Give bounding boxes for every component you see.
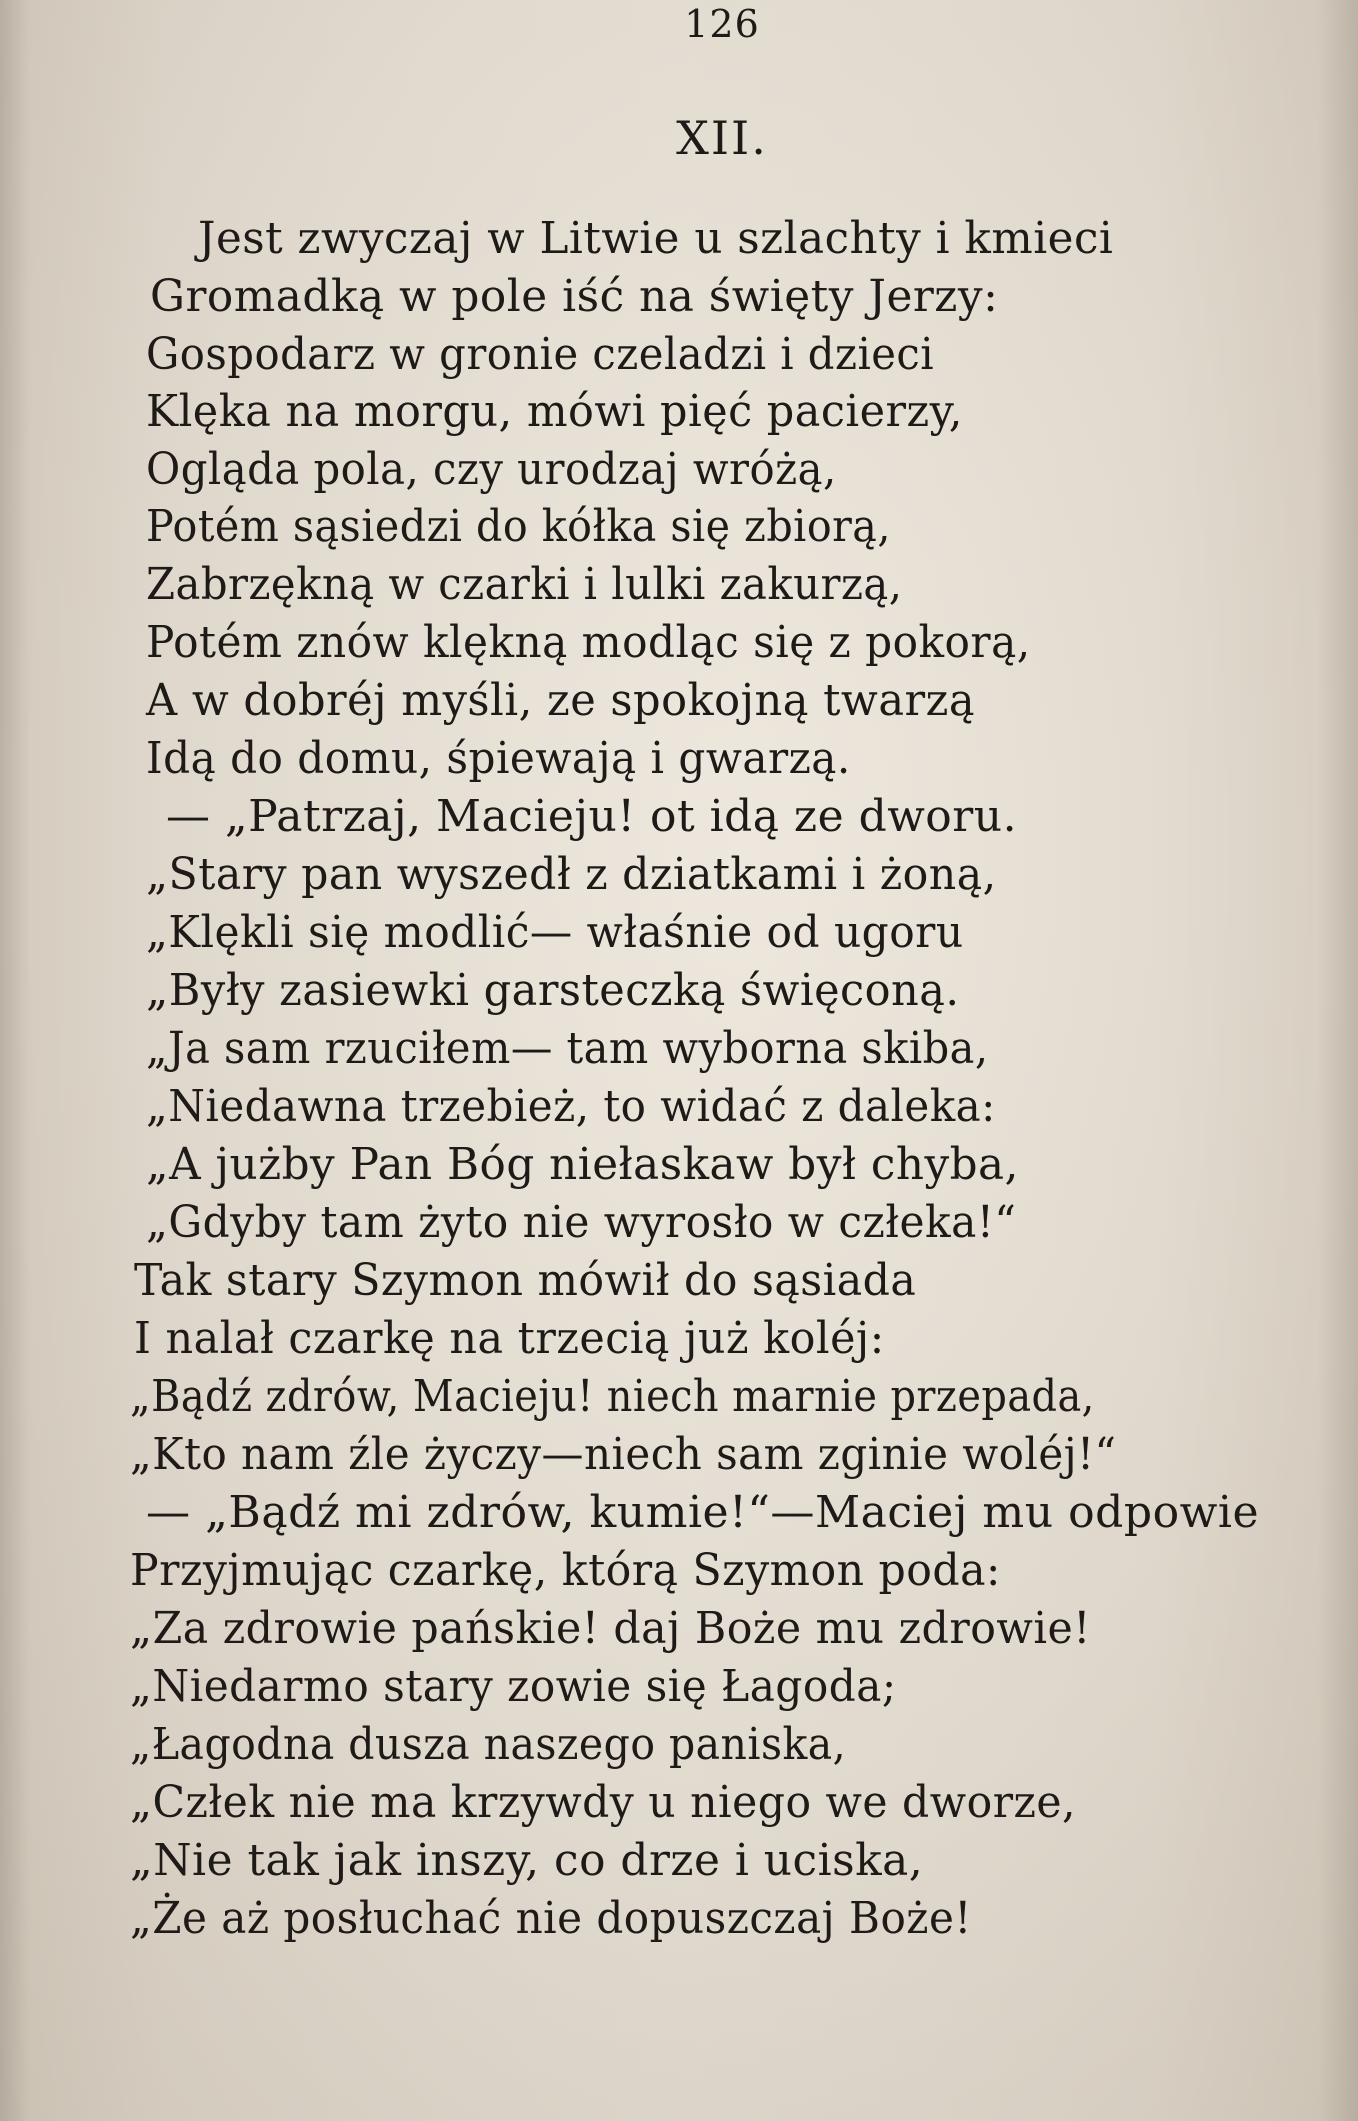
verse-line: Przyjmując czarkę, którą Szymon poda:	[130, 1545, 1001, 1596]
verse-line: Gromadką w pole iść na święty Jerzy:	[150, 271, 999, 322]
verse-line: Zabrzękną w czarki i lulki zakurzą,	[146, 559, 903, 610]
section-heading: XII.	[676, 111, 768, 165]
verse-line: „Były zasiewki garsteczką święconą.	[146, 965, 960, 1016]
verse-line: Idą do domu, śpiewają i gwarzą.	[146, 733, 851, 784]
verse-line: A w dobréj myśli, ze spokojną twarzą	[146, 675, 976, 726]
verse-line: I nalał czarkę na trzecią już koléj:	[134, 1313, 885, 1364]
verse-line: „Bądź zdrów, Macieju! niech marnie przepada,	[130, 1371, 1095, 1422]
verse-line: „Niedawna trzebież, to widać z daleka:	[146, 1081, 996, 1132]
verse-line: „Kto nam źle życzy—niech sam zginie woléj!“	[130, 1429, 1117, 1480]
verse-line: — „Patrzaj, Macieju! ot idą ze dworu.	[166, 791, 1018, 842]
verse-line: „Człek nie ma krzywdy u niego we dworze,	[130, 1777, 1077, 1828]
verse-line: Gospodarz w gronie czeladzi i dzieci	[146, 329, 935, 380]
verse-line: Potém sąsiedzi do kółka się zbiorą,	[146, 501, 891, 552]
verse-line: „Klękli się modlić— właśnie od ugoru	[146, 907, 964, 958]
verse-line: „Gdyby tam żyto nie wyrosło w człeka!“	[146, 1197, 1017, 1248]
verse-line: Klęka na morgu, mówi pięć pacierzy,	[146, 386, 963, 437]
page-number: 126	[684, 2, 760, 46]
verse-line: „A jużby Pan Bóg niełaskaw był chyba,	[146, 1139, 1019, 1190]
verse-line: „Stary pan wyszedł z dziatkami i żoną,	[146, 849, 997, 900]
verse-line: „Nie tak jak inszy, co drze i uciska,	[130, 1835, 924, 1886]
verse-line: Ogląda pola, czy urodzaj wróżą,	[146, 444, 837, 495]
verse-line: Tak stary Szymon mówił do sąsiada	[134, 1255, 917, 1306]
verse-line: Jest zwyczaj w Litwie u szlachty i kmieci	[198, 213, 1114, 264]
verse-line: „Że aż posłuchać nie dopuszczaj Boże!	[130, 1893, 972, 1944]
verse-line: Potém znów klękną modląc się z pokorą,	[146, 617, 1031, 668]
verse-line: — „Bądź mi zdrów, kumie!“—Maciej mu odpowie	[146, 1487, 1260, 1538]
verse-line: „Ja sam rzuciłem— tam wyborna skiba,	[146, 1023, 989, 1074]
verse-line: „Za zdrowie pańskie! daj Boże mu zdrowie!	[130, 1603, 1091, 1654]
verse-line: „Niedarmo stary zowie się Łagoda;	[130, 1661, 897, 1712]
verse-line: „Łagodna dusza naszego paniska,	[130, 1719, 847, 1770]
